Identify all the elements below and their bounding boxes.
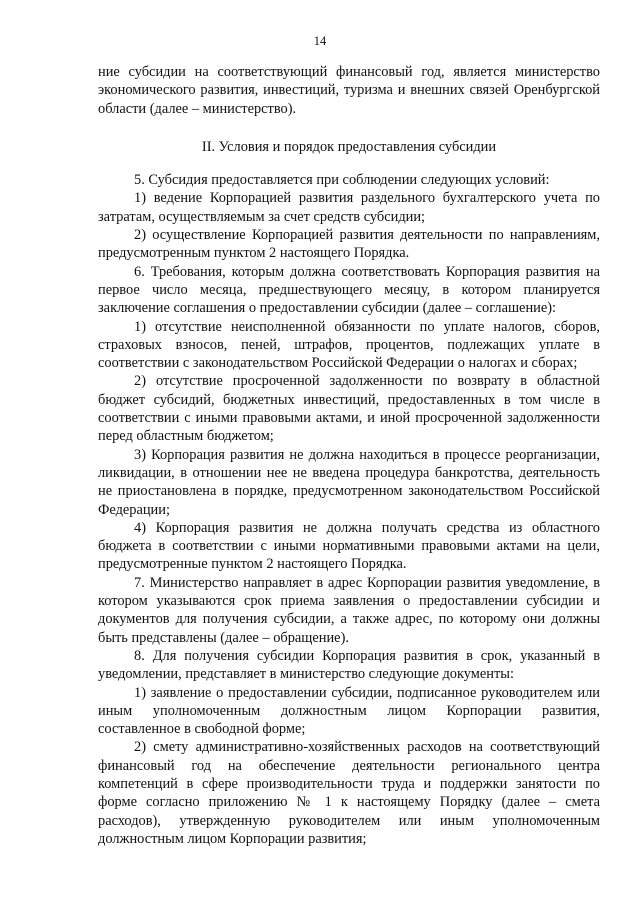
paragraph-5-item-2: 2) осуществление Корпорацией развития деятельности по направлениям, предусмотренным пунктом 2 настоящего Порядка.	[98, 227, 600, 262]
document-body	[98, 63, 600, 848]
paragraph-5-item-1: 1) ведение Корпорацией развития раздельного бухгалтерского учета по затратам, осуществляемым за счет средств субсидии;	[98, 190, 600, 225]
paragraph-8-item-1: 1) заявление о предоставлении субсидии, подписанное руководителем или иным уполномоченным должностным лицом Корпорации развития, составленное в свободной форме;	[98, 684, 600, 738]
paragraph-8: 8. Для получения субсидии Корпорация развития в срок, указанный в уведомлении, представляет в министерство следующие документы:	[98, 647, 600, 683]
section-heading: II. Условия и порядок предоставления субсидии	[201, 138, 497, 155]
intro-paragraph: ние субсидии на соответствующий финансовый год, является министерство экономического развития, инвестиций, туризма и внешних связей Оренбургской области (далее – министерство).	[98, 64, 600, 117]
paragraph-7: 7. Министерство направляет в адрес Корпорации развития уведомление, в котором указываются срок приема заявления о предоставлении субсидии и документов для получения субсидии, а также адрес, по которому они должны быть представлены (далее – обращение).	[98, 574, 600, 646]
paragraph-6-item-4: 4) Корпорация развития не должна получать средства из областного бюджета в соответствии с иными нормативными правовыми актами на цели, предусмотренные пунктом 2 настоящего Порядка.	[98, 519, 600, 573]
paragraph-6: 6. Требования, которым должна соответствовать Корпорация развития на первое число месяца, предшествующего месяцу, в котором планируется заключение соглашения о предоставлении субсидии (далее – соглашение):	[98, 263, 600, 317]
paragraph-6-item-3: 3) Корпорация развития не должна находиться в процессе реорганизации, ликвидации, в отношении нее не введена процедура банкротства, деятельность не приостановлена в порядке, предусмотренном законодательством Российской Федерации;	[98, 446, 600, 518]
paragraph-8-item-2: 2) смету административно-хозяйственных расходов на соответствующий финансовый год на обеспечение деятельности регионального центра компетенций в сфере производительности труда и поддержки занятости по форме согласно приложению № 1 к настоящему Порядку (далее – смета расходов), утвержденную руководителем или иным уполномоченным должностным лицом Корпорации развития;	[98, 739, 600, 847]
paragraph-6-item-2: 2) отсутствие просроченной задолженности по возврату в областной бюджет субсидий, бюджетных инвестиций, предоставленных в том числе в соответствии с иными правовыми актами, и иной просроченной задолженности перед областным бюджетом;	[98, 373, 600, 445]
paragraph-5: 5. Субсидия предоставляется при соблюдении следующих условий:	[134, 172, 550, 189]
page-number: 14	[313, 34, 327, 48]
paragraph-6-item-1: 1) отсутствие неисполненной обязанности по уплате налогов, сборов, страховых взносов, пеней, штрафов, процентов, подлежащих уплате в соответствии с законодательством Российской Федерации о налогах и сборах;	[98, 318, 600, 372]
